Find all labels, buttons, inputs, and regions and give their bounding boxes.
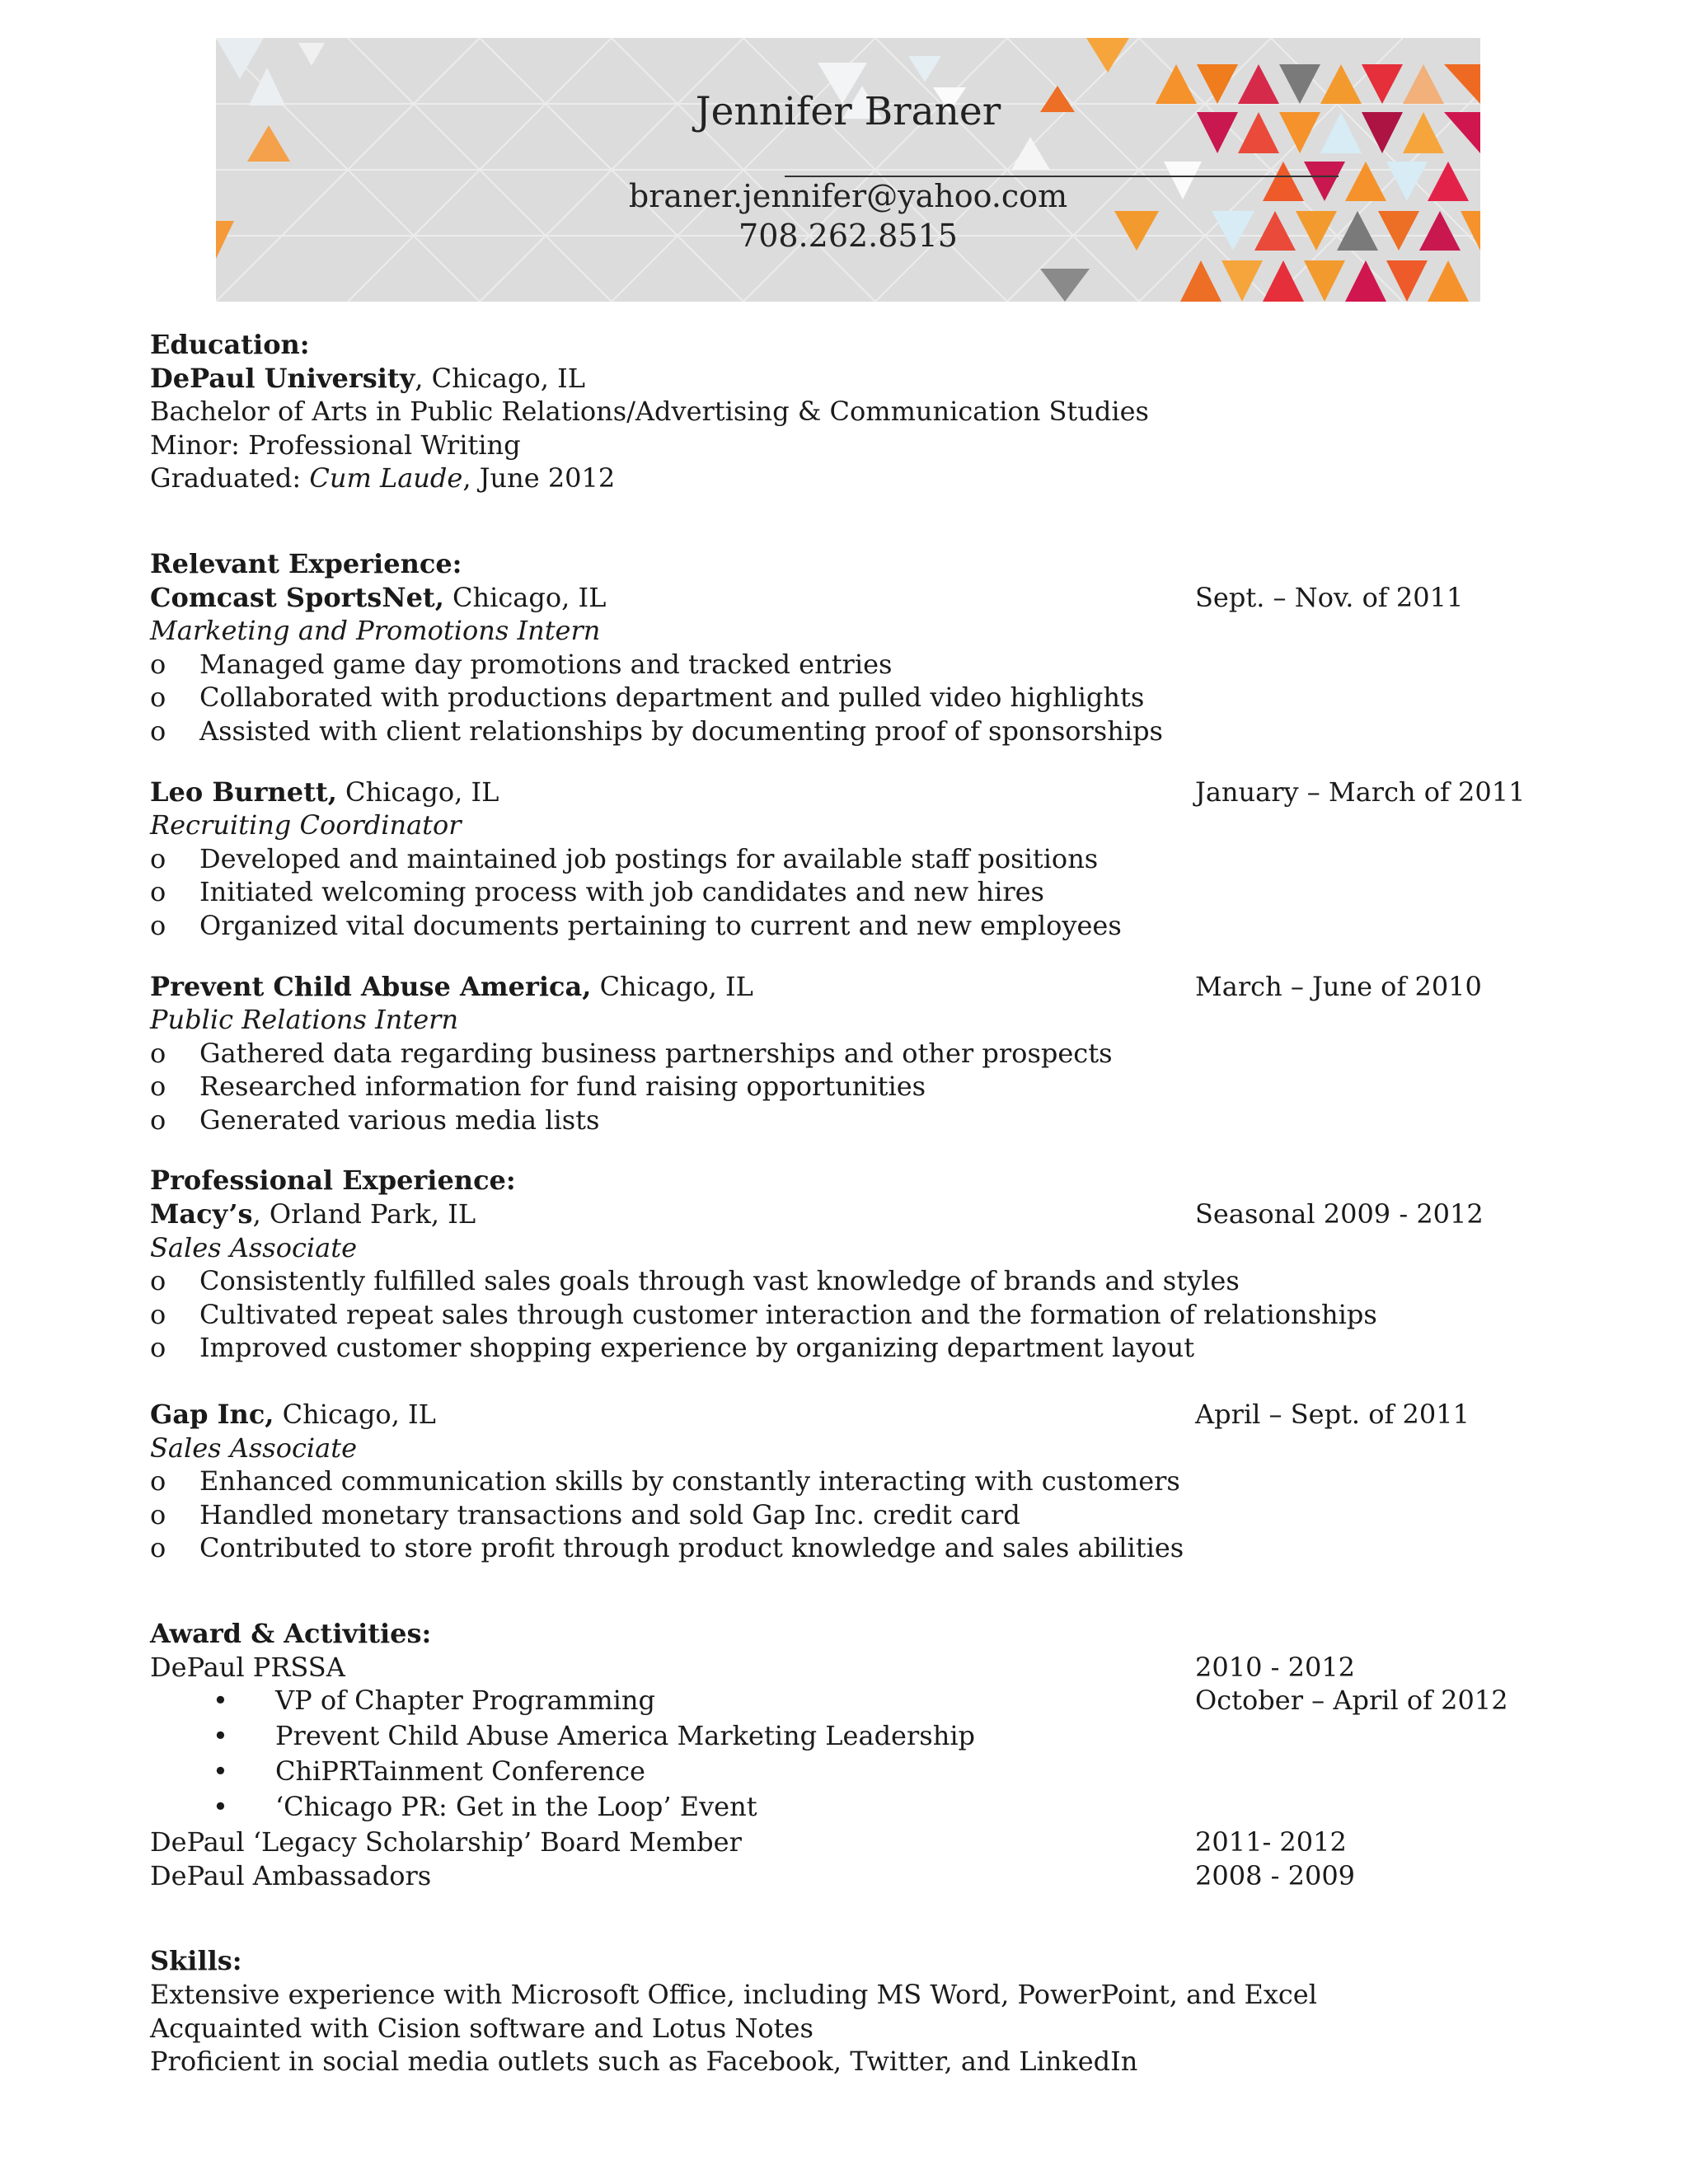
graduated-date: , June 2012 [462,462,616,494]
hollow-bullet-icon: o [150,842,166,874]
list-item: o Cultivated repeat sales through customer interaction and the formation of relationships [150,1298,1377,1330]
list-item: o Assisted with client relationships by documenting proof of sponsorships [150,715,1163,747]
hollow-bullet-icon: o [150,682,166,714]
list-item: o Gathered data regarding business partnerships and other prospects [150,1037,1113,1069]
job-dates: Sept. – Nov. of 2011 [1195,581,1464,613]
skills-section [150,1944,1551,2078]
list-item: o Developed and maintained job postings for available staff positions [150,842,1099,874]
graduated-honors: Cum Laude [309,462,463,494]
job-header [150,1398,1551,1432]
education-graduated [150,462,1551,495]
job-title: Sales Associate [150,1432,358,1464]
list-item: o Organized vital documents pertaining to current and new employees [150,909,1122,941]
list-item: o Initiated welcoming process with job candidates and new hires [150,876,1044,908]
award-dates: 2008 - 2009 [1195,1859,1356,1891]
relevant-experience-section [150,547,1551,1137]
education-degree: Bachelor of Arts in Public Relations/Advertising & Communication Studies [150,396,1149,428]
bullet-icon: • [213,1685,228,1717]
job-location: , Orland Park, IL [252,1198,476,1230]
job-header [150,581,1551,615]
hollow-bullet-icon: o [150,1104,166,1136]
skill-item: Acquainted with Cision software and Lotus Notes [150,2012,814,2044]
awards-section [150,1617,1551,1892]
job-dates: January – March of 2011 [1195,776,1526,808]
hollow-bullet-icon: o [150,1532,166,1564]
list-item: o Improved customer shopping experience by organizing department layout [150,1332,1195,1364]
job-company: Comcast SportsNet, [150,581,444,613]
triangle-pattern [216,38,1480,302]
hollow-bullet-icon: o [150,909,166,941]
job-entry [150,1197,1551,1365]
award-item: DePaul PRSSA 2010 - 2012 [150,1651,1356,1683]
hollow-bullet-icon: o [150,1332,166,1364]
job-location: Chicago, IL [336,776,499,808]
list-item: o Researched information for fund raising opportunities [150,1071,926,1103]
school-name: DePaul University [150,362,415,394]
job-dates: Seasonal 2009 - 2012 [1195,1198,1484,1230]
hollow-bullet-icon: o [150,1298,166,1330]
job-location: Chicago, IL [443,581,607,613]
job-entry [150,581,1551,748]
job-header [150,970,1551,1004]
job-header [150,1197,1551,1231]
list-item: o Contributed to store profit through product knowledge and sales abilities [150,1532,1184,1564]
hollow-bullet-icon: o [150,876,166,908]
award-sub-item: • ‘Chicago PR: Get in the Loop’ Event [150,1790,1551,1825]
list-item: o Managed game day promotions and tracked entries [150,648,893,680]
job-location: Chicago, IL [274,1399,436,1431]
award-dates: October – April of 2012 [1195,1685,1508,1717]
bullet-icon: • [213,1755,228,1788]
job-company: Prevent Child Abuse America, [150,970,592,1002]
hollow-bullet-icon: o [150,1465,166,1497]
section-heading-professional: Professional Experience: [150,1165,516,1197]
school-location: , Chicago, IL [415,362,585,394]
job-company: Macy’s [150,1198,253,1230]
job-dates: April – Sept. of 2011 [1195,1399,1470,1431]
hollow-bullet-icon: o [150,1071,166,1103]
hollow-bullet-icon: o [150,1037,166,1069]
job-company: Leo Burnett, [150,776,337,808]
job-title: Public Relations Intern [150,1004,459,1036]
list-item: o Consistently fulfilled sales goals through vast knowledge of brands and styles [150,1265,1240,1297]
name-underline [785,176,1339,177]
resume-body [150,328,1551,2079]
job-title: Sales Associate [150,1231,358,1263]
hollow-bullet-icon: o [150,1265,166,1297]
section-heading-relevant: Relevant Experience: [150,547,462,579]
bullet-icon: • [213,1720,228,1752]
section-heading-education: Education: [150,329,310,360]
award-dates: 2010 - 2012 [1195,1651,1356,1683]
education-school-line [150,362,1551,396]
award-sub-item: • VP of Chapter Programming October – April of 2012 [150,1684,1551,1719]
education-minor: Minor: Professional Writing [150,429,521,461]
education-section [150,328,1551,495]
job-entry [150,776,1551,943]
job-company: Gap Inc, [150,1399,274,1431]
job-location: Chicago, IL [591,970,753,1002]
bullet-icon: • [213,1791,228,1823]
contact-email[interactable]: braner.jennifer@yahoo.com [628,178,1068,214]
skill-item: Extensive experience with Microsoft Office, including MS Word, PowerPoint, and Excel [150,1978,1317,2010]
graduated-prefix: Graduated: [150,462,310,494]
professional-experience-section [150,1164,1551,1565]
job-header [150,776,1551,809]
award-sub-item: • Prevent Child Abuse America Marketing Leadership [150,1719,1551,1755]
award-item: DePaul Ambassadors 2008 - 2009 [150,1859,1356,1891]
job-entry [150,1398,1551,1565]
job-title: Marketing and Promotions Intern [150,615,601,647]
list-item: o Handled monetary transactions and sold Gap Inc. credit card [150,1498,1020,1530]
section-heading-skills: Skills: [150,1945,242,1977]
hollow-bullet-icon: o [150,648,166,680]
hollow-bullet-icon: o [150,1498,166,1530]
award-sub-item: • ChiPRTainment Conference [150,1755,1551,1790]
job-dates: March – June of 2010 [1195,970,1482,1002]
hollow-bullet-icon: o [150,715,166,747]
list-item: o Collaborated with productions department and pulled video highlights [150,682,1145,714]
header-banner [216,38,1480,302]
contact-phone: 708.262.8515 [738,218,958,254]
list-item: o Generated various media lists [150,1104,600,1136]
candidate-name: Jennifer Braner [695,89,1001,134]
skill-item: Proficient in social media outlets such as Facebook, Twitter, and LinkedIn [150,2046,1138,2078]
job-title: Recruiting Coordinator [150,809,462,841]
award-dates: 2011- 2012 [1195,1826,1347,1858]
job-entry [150,970,1551,1137]
section-heading-awards: Award & Activities: [150,1618,432,1649]
award-item: DePaul ‘Legacy Scholarship’ Board Member 2011- 2012 [150,1826,1347,1858]
list-item: o Enhanced communication skills by constantly interacting with customers [150,1465,1180,1497]
